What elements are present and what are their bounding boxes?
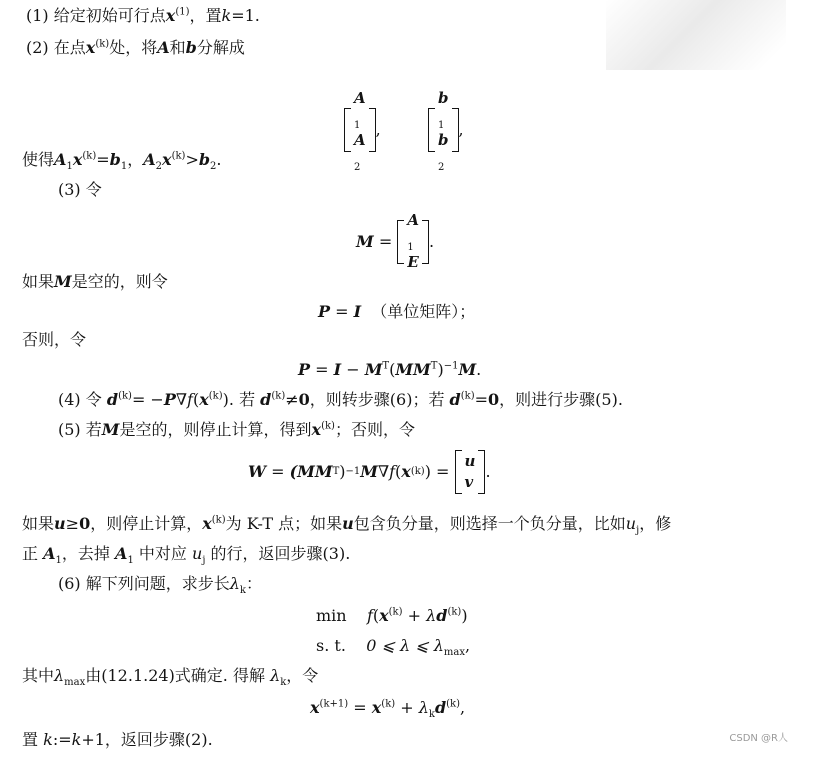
if-m-empty-line: 如果M是空的，则令 — [22, 272, 168, 291]
matrix-a-split: A $_1$ A $_2$ , — [344, 88, 381, 172]
csdn-credit: CSDN @R人 — [729, 733, 788, 744]
step-2: (2) 在点$x^{(k)}$处，将A和b分解成 — [26, 38, 245, 57]
m-definition: M = A $_1$ E . — [356, 211, 435, 271]
step-1: (1) 给定初始可行点$x^{(1)}$，置k=1. — [26, 6, 260, 25]
step-6: (6) 解下列问题，求步长$\lambda_k$： — [58, 574, 262, 597]
p-projection-formula: $P = I - M^T(MM^T)^{-1}M$. — [298, 360, 482, 379]
step-3: (3) 令 — [58, 180, 102, 199]
kt-paragraph-line-2: 正 $A_1$，去掉 $A_1$ 中对应 $u_j$ 的行，返回步骤(3). — [22, 544, 351, 567]
condition-line: 使得$A_1x^{(k)}=b_1$，$A_2x^{(k)}>b_2$. — [22, 150, 222, 173]
constraint-line: s. t. 0 ⩽ λ ⩽ $\lambda_{max}$, — [316, 636, 471, 659]
objective-line: min $f(x^{(k)} + \lambda d^{(k)})$ — [316, 606, 468, 625]
step-5: (5) 若M是空的，则停止计算，得到$x^{(k)}$；否则，令 — [58, 420, 415, 439]
watermark-shape — [606, 0, 786, 70]
final-line: 置 k:=k+1，返回步骤(2). — [22, 730, 213, 749]
w-definition: W = (MM T ) −1 M ∇ f ( x (k) ) = u v . — [248, 450, 491, 494]
update-formula: $x^{(k+1)} = x^{(k)} + \lambda_kd^{(k)}$, — [310, 698, 466, 721]
kt-paragraph-line-1: 如果u≥0，则停止计算，$x^{(k)}$为 K-T 点；如果u包含负分量，则选择一个负分量，比如$u_j$，修 — [22, 514, 672, 537]
p-identity-formula: P = I （单位矩阵）； — [318, 302, 476, 321]
step-4: (4) 令 $d^{(k)}= -P\nabla f(x^{(k)})$. 若 $d^{(k)}\ne 0$，则转步骤(6)；若 $d^{(k)}=0$，则进行步骤(5). — [58, 390, 623, 409]
where-line: 其中$\lambda_{max}$由(12.1.24)式确定. 得解 $\lambda_k$，令 — [22, 666, 319, 689]
matrix-b-split: b $_1$ b $_2$ , — [428, 88, 464, 172]
else-line: 否则，令 — [22, 330, 87, 349]
